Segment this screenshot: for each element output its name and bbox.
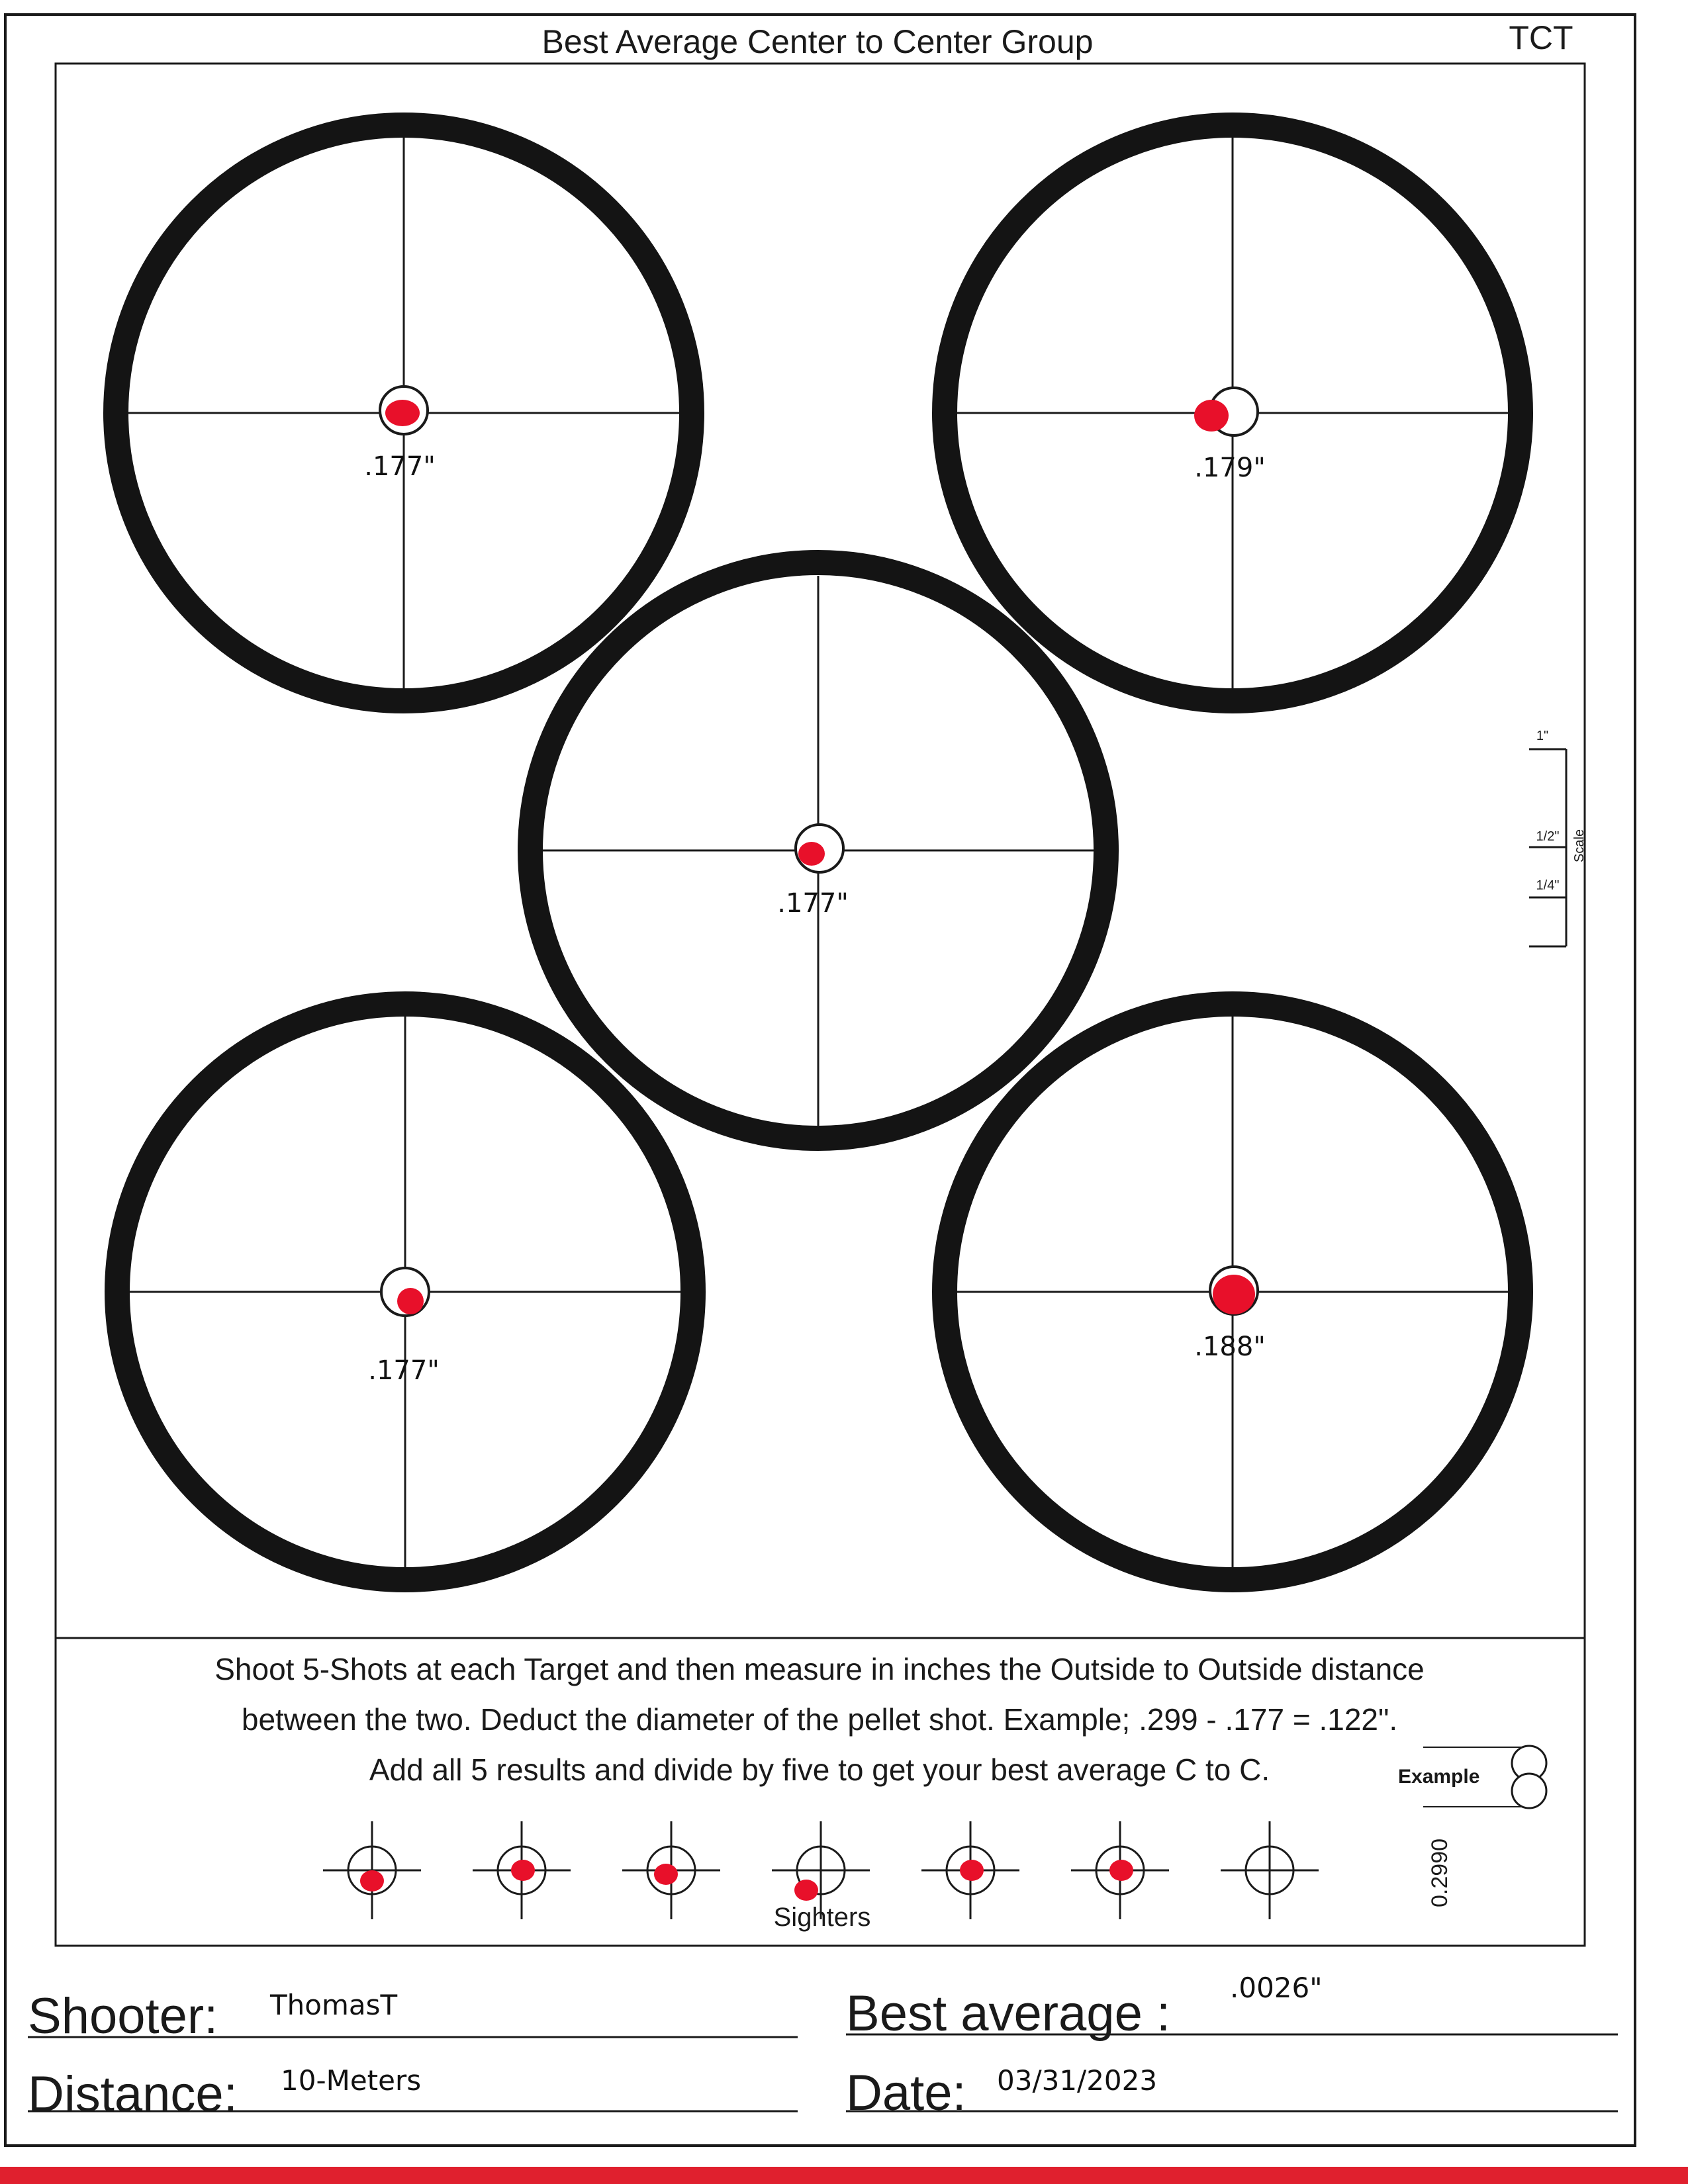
target-measurement: .177" bbox=[364, 451, 436, 482]
scale-bar bbox=[1529, 729, 1587, 946]
sighter-shot bbox=[360, 1870, 384, 1891]
shot-group bbox=[1194, 400, 1229, 432]
sighter-shot bbox=[794, 1880, 818, 1901]
sighter-shot bbox=[654, 1864, 678, 1885]
sighter-target bbox=[1071, 1821, 1169, 1919]
instructions-line-2: between the two. Deduct the diameter of the pellet shot. Example; .299 - .177 = .122". bbox=[241, 1702, 1398, 1737]
shooter-value: ThomasT bbox=[270, 1989, 398, 2021]
scale-label-half: 1/2" bbox=[1536, 829, 1560, 844]
scale-label-1in: 1" bbox=[1536, 729, 1549, 743]
best-average-value: .0026" bbox=[1230, 1972, 1323, 2004]
scale-label-quarter: 1/4" bbox=[1536, 878, 1560, 893]
target-bottom-right bbox=[945, 1004, 1521, 1580]
sighters-label: Sighters bbox=[773, 1903, 871, 1932]
scale-title: Scale bbox=[1572, 829, 1587, 863]
target-measurement: .177" bbox=[777, 888, 849, 919]
target-bottom-left bbox=[117, 1004, 693, 1580]
instructions-line-3: Add all 5 results and divide by five to get your best average C to C. bbox=[369, 1752, 1270, 1787]
sighter-shot bbox=[511, 1860, 535, 1881]
shot-group bbox=[798, 842, 825, 866]
target-top-left bbox=[116, 125, 692, 701]
best-average-label: Best average : bbox=[846, 1985, 1171, 2042]
shot-group bbox=[1213, 1275, 1255, 1314]
example-label: Example bbox=[1398, 1766, 1480, 1788]
example-diagram bbox=[1398, 1746, 1546, 1907]
target-top-right bbox=[945, 125, 1521, 701]
sighter-target bbox=[921, 1821, 1019, 1919]
sighter-shot bbox=[960, 1860, 984, 1881]
sighter-shot bbox=[1109, 1860, 1133, 1881]
instructions-line-1: Shoot 5-Shots at each Target and then measure in inches the Outside to Outside distance bbox=[214, 1652, 1425, 1686]
sheet-code: TCT bbox=[1509, 19, 1573, 56]
sighter-target bbox=[1221, 1821, 1319, 1919]
sighter-target bbox=[473, 1821, 571, 1919]
distance-label: Distance: bbox=[28, 2066, 238, 2122]
target-measurement: .179" bbox=[1194, 453, 1266, 483]
sheet-title: Best Average Center to Center Group bbox=[541, 23, 1094, 60]
sighter-target bbox=[622, 1821, 720, 1919]
shooter-label: Shooter: bbox=[28, 1988, 218, 2044]
target-measurement: .177" bbox=[368, 1355, 440, 1386]
shot-group bbox=[397, 1288, 424, 1314]
distance-value: 10-Meters bbox=[281, 2064, 422, 2097]
target-center bbox=[530, 563, 1106, 1138]
example-hole-lower bbox=[1512, 1774, 1546, 1808]
date-label: Date: bbox=[846, 2065, 966, 2121]
sighter-target bbox=[323, 1821, 421, 1919]
example-value: 0.2990 bbox=[1427, 1839, 1452, 1907]
form-area bbox=[28, 1972, 1618, 2122]
date-value: 03/31/2023 bbox=[997, 2064, 1158, 2097]
shot-group bbox=[385, 400, 420, 426]
target-measurement: .188" bbox=[1194, 1332, 1266, 1362]
bottom-band bbox=[0, 2167, 1688, 2184]
